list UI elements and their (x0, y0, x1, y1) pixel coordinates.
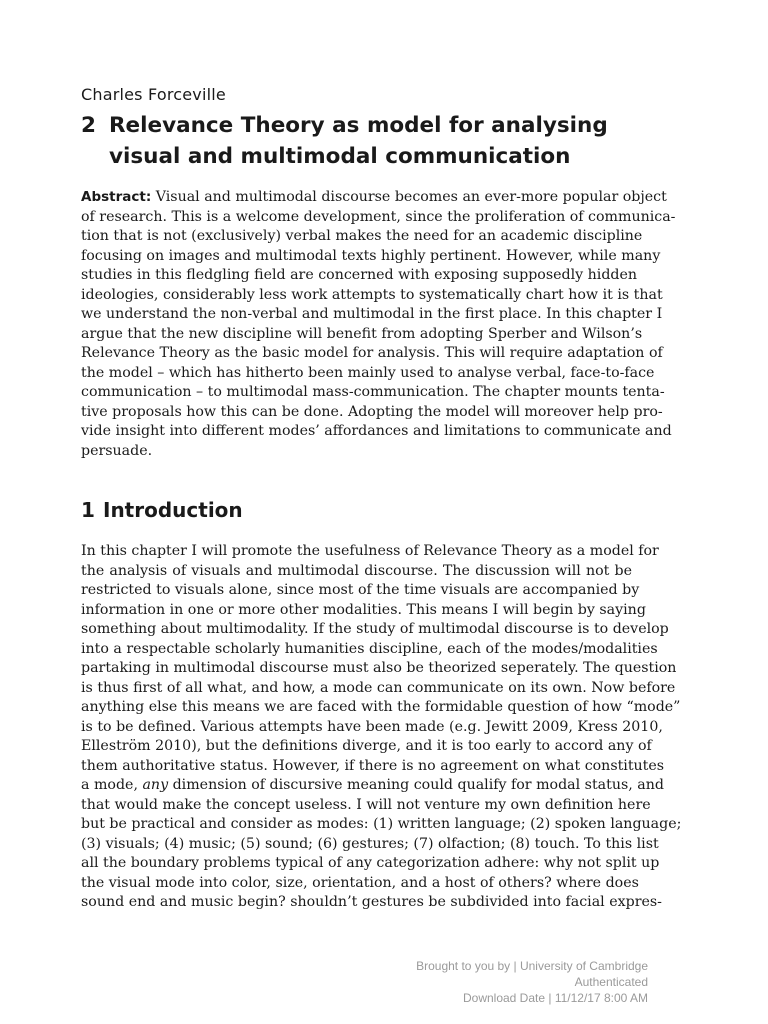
body-line: restricted to visuals alone, since most of the time visuals are accompanied by (81, 582, 640, 598)
body-line: In this chapter I will promote the usefulness of Relevance Theory as a model for (81, 543, 659, 559)
author-name: Charles Forceville (81, 85, 226, 104)
chapter-number: 2 (81, 113, 96, 138)
abstract-line: ideologies, considerably less work attempts to systematically chart how it is that (81, 286, 663, 303)
body-line: into a respectable scholarly humanities discipline, each of the modes/modalities (81, 640, 658, 657)
abstract-line: of research. This is a welcome development, since the proliferation of communica- (81, 208, 676, 225)
emphasis: any (142, 777, 169, 793)
abstract-line: the model – which has hitherto been mainly used to analyse verbal, face-to-face (81, 364, 655, 381)
body-line: information in one or more other modalities. This means I will begin by saying (81, 601, 646, 618)
access-watermark (416, 958, 648, 1006)
body-line: the analysis of visuals and multimodal discourse. The discussion will not be (81, 562, 632, 579)
abstract-line: communication – to multimodal mass-communication. The chapter mounts tenta- (81, 384, 665, 400)
abstract-line: we understand the non-verbal and multimodal in the first place. In this chapter I (81, 306, 663, 322)
body-line: sound end and music begin? shouldn’t gestures be subdivided into facial expres- (81, 894, 662, 910)
body-line: all the boundary problems typical of any categorization adhere: why not split up (81, 855, 660, 871)
watermark-line: Authenticated (574, 975, 648, 989)
abstract-label: Abstract: (81, 189, 152, 205)
body-line: partaking in multimodal discourse must also be theorized seperately. The question (81, 660, 677, 676)
abstract-line: persuade. (81, 442, 153, 459)
watermark-line: Download Date | 11/12/17 8:00 AM (462, 991, 648, 1005)
body-line: anything else this means we are faced with the formidable question of how “mode” (81, 699, 681, 715)
body-line: (3) visuals; (4) music; (5) sound; (6) gestures; (7) olfaction; (8) touch. To this list (81, 835, 659, 852)
body-text-segment: dimension of discursive meaning could qualify for modal status, and (168, 777, 664, 793)
section-title: Introduction (103, 498, 243, 522)
body-line: that would make the concept useless. I will not venture my own definition here (81, 796, 651, 813)
chapter-title (81, 110, 632, 172)
chapter-title-line-2: visual and multimodal communication (109, 144, 571, 169)
section-number: 1 (81, 498, 95, 522)
body-line: is thus first of all what, and how, a mode can communicate on its own. Now before (81, 679, 676, 696)
abstract-line (81, 188, 667, 208)
body-line: Elleström 2010), but the definitions diverge, and it is too early to accord any of (81, 738, 652, 754)
abstract-line: tion that is not (exclusively) verbal makes the need for an academic discipline (81, 228, 643, 244)
body-line: but be practical and consider as modes: (1) written language; (2) spoken language; (81, 816, 682, 832)
watermark-line: Brought to you by | University of Cambridge (416, 959, 648, 973)
chapter-title-line-1: Relevance Theory as model for analysing (109, 113, 608, 138)
body-line: something about multimodality. If the study of multimodal discourse is to develop (81, 621, 669, 637)
abstract (81, 188, 676, 461)
body-text (81, 542, 682, 913)
body-text-segment: a mode, (81, 777, 143, 793)
body-line (81, 776, 664, 796)
section-heading (81, 498, 243, 522)
body-line: them authoritative status. However, if there is no agreement on what constitutes (81, 757, 665, 774)
abstract-line: Relevance Theory as the basic model for analysis. This will require adaptation of (81, 345, 663, 361)
body-line: the visual mode into color, size, orientation, and a host of others? where does (81, 874, 639, 891)
abstract-line: studies in this fledgling field are concerned with exposing supposedly hidden (81, 267, 638, 283)
abstract-line: focusing on images and multimodal texts highly pertinent. However, while many (81, 247, 661, 264)
abstract-line: argue that the new discipline will benefit from adopting Sperber and Wilson’s (81, 325, 643, 342)
abstract-line: vide insight into different modes’ affordances and limitations to communicate and (81, 423, 672, 439)
body-line: is to be defined. Various attempts have been made (e.g. Jewitt 2009, Kress 2010, (81, 718, 663, 735)
abstract-text: Visual and multimodal discourse becomes an ever-more popular object (155, 189, 667, 205)
abstract-line: tive proposals how this can be done. Adopting the model will moreover help pro- (81, 403, 663, 420)
